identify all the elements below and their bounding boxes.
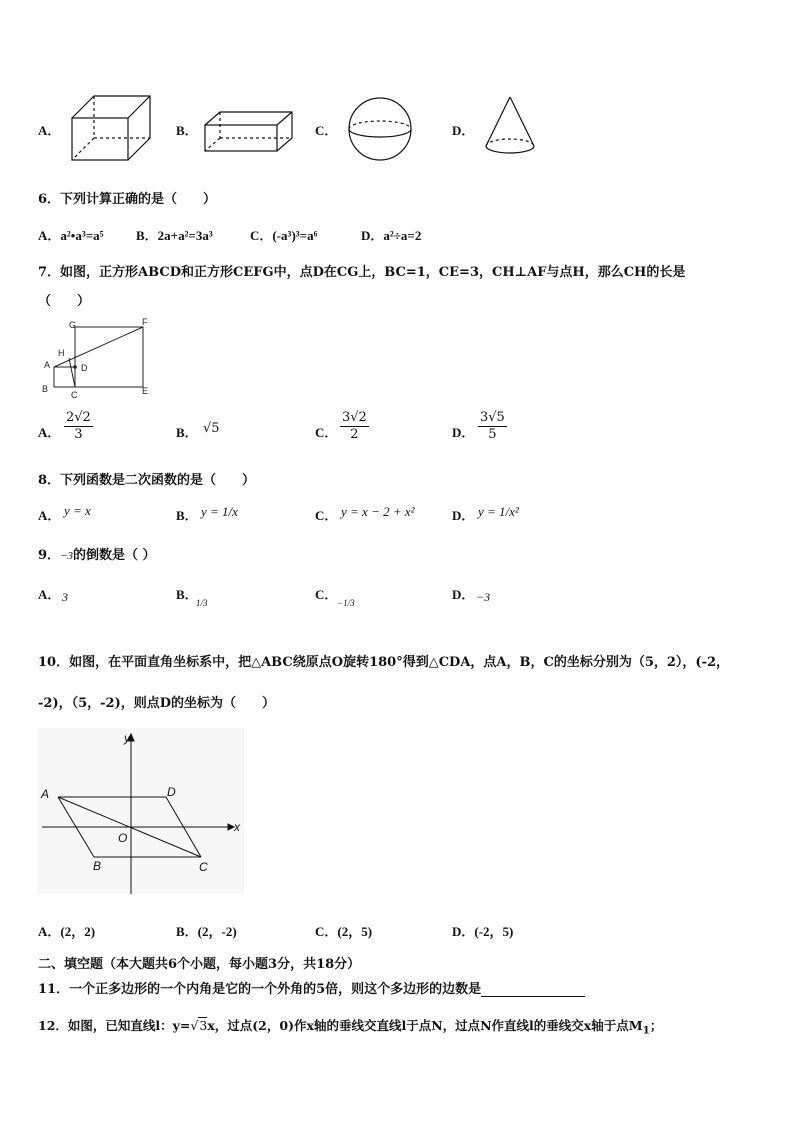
q10-option-b: B．(2，-2) <box>176 924 237 939</box>
q10-stem-line1: 10．如图，在平面直角坐标系中，把△ABC绕原点O旋转180°得到△CDA，点A，B，C的坐标分别为（5，2），(-2， <box>38 655 730 670</box>
q10-label-c: C <box>199 860 208 874</box>
q9-option-c-label: C． <box>315 587 338 602</box>
q10-label-o: O <box>118 831 128 845</box>
q8-option-b-value: y = 1/x <box>201 504 238 519</box>
q6-stem: 6．下列计算正确的是（ ） <box>38 192 217 207</box>
q10-label-x: x <box>234 820 240 834</box>
q8-option-a-value: y = x <box>64 503 91 518</box>
q7-option-d-value: $\frac{3√5}{5}$ <box>480 410 505 442</box>
q7-option-c-label: C． <box>315 425 338 440</box>
q9-option-a-label: A． <box>38 587 61 602</box>
q10-option-d: D．(-2，5) <box>452 924 514 939</box>
q7-label-e: E <box>142 386 149 396</box>
q9-option-a-value: 3 <box>62 590 68 604</box>
q8-stem: 8．下列函数是二次函数的是（ ） <box>38 473 256 488</box>
q7-label-d: D <box>81 363 88 373</box>
q9-option-d-value: −3 <box>476 590 491 604</box>
q8-option-b-label: B． <box>176 508 198 523</box>
q9-option-b-label: B． <box>176 587 198 602</box>
q5-option-c-label: C． <box>315 123 338 138</box>
q7-label-f: F <box>142 317 148 327</box>
q5-option-a-label: A． <box>38 123 61 138</box>
q7-option-b-value: √5 <box>203 421 220 436</box>
q8-option-d-value: y = 1/x² <box>478 504 519 519</box>
q11-answer-blank[interactable] <box>481 984 585 997</box>
q10-label-y: y <box>124 731 130 745</box>
q7-option-c-value: $\frac{3√2}{2}$ <box>342 410 367 442</box>
q12-stem: 12．如图，已知直线l：y=√3x，过点(2，0)作x轴的垂线交直线l于点N，过点N作直线l的垂线交x轴于点$M_1$； <box>38 1018 663 1037</box>
q7-stem: 7．如图，正方形ABCD和正方形CEFG中，点D在CG上，BC=1，CE=3，CH⊥AF与点H，那么CH的长是 <box>38 265 686 280</box>
q10-option-a: A．(2，2) <box>38 924 96 939</box>
q7-option-b-label: B． <box>176 425 198 440</box>
q6-option-a: A．a²•a³=a⁵ <box>38 228 104 243</box>
q7-option-a-label: A． <box>38 425 61 440</box>
cube-icon <box>68 92 154 164</box>
q8-option-c-label: C． <box>315 508 338 523</box>
q7-label-h: H <box>58 348 65 358</box>
sphere-icon <box>346 96 416 162</box>
q8-option-c-value: y = x − 2 + x² <box>341 504 415 519</box>
q10-stem-line2: -2)，（5，-2)，则点D的坐标为（ ） <box>38 696 276 711</box>
q7-option-d-label: D． <box>452 425 475 440</box>
q10-label-b: B <box>93 859 102 873</box>
q5-option-d-label: D． <box>452 123 475 138</box>
q7-label-c: C <box>71 390 78 400</box>
q10-option-c: C．(2，5) <box>315 924 373 939</box>
q9-option-c-value: −1/3 <box>337 598 355 608</box>
cuboid-icon <box>202 110 296 154</box>
q9-option-d-label: D． <box>452 587 475 602</box>
q10-coordinate-figure <box>38 728 248 896</box>
q5-option-b-label: B． <box>176 123 198 138</box>
section-2-heading: 二、填空题（本大题共6个小题，每小题3分，共18分） <box>38 957 361 972</box>
q8-option-a-label: A． <box>38 508 61 523</box>
q9-stem: 9．−3的倒数是（ ） <box>38 548 156 563</box>
q7-option-a-value: $\frac{2√2}{3}$ <box>66 410 91 442</box>
q10-label-d: D <box>167 785 176 799</box>
q9-option-b-value: 1/3 <box>196 598 208 608</box>
q6-option-c: C．(-a³)³=a⁶ <box>250 228 318 243</box>
cone-icon <box>482 94 538 160</box>
q7-square-figure <box>40 314 162 400</box>
q7-label-a: A <box>44 360 51 370</box>
q7-label-g: G <box>69 320 77 330</box>
q11-stem: 11．一个正多边形的一个内角是它的一个外角的5倍，则这个多边形的边数是 <box>38 978 585 997</box>
q10-label-a: A <box>41 787 50 801</box>
q7-label-b: B <box>42 384 49 394</box>
q6-option-b: B．2a+a²=3a³ <box>136 228 213 243</box>
q8-option-d-label: D． <box>452 508 475 523</box>
q6-option-d: D．a²÷a=2 <box>361 228 422 243</box>
q7-paren: （ ） <box>38 294 91 309</box>
